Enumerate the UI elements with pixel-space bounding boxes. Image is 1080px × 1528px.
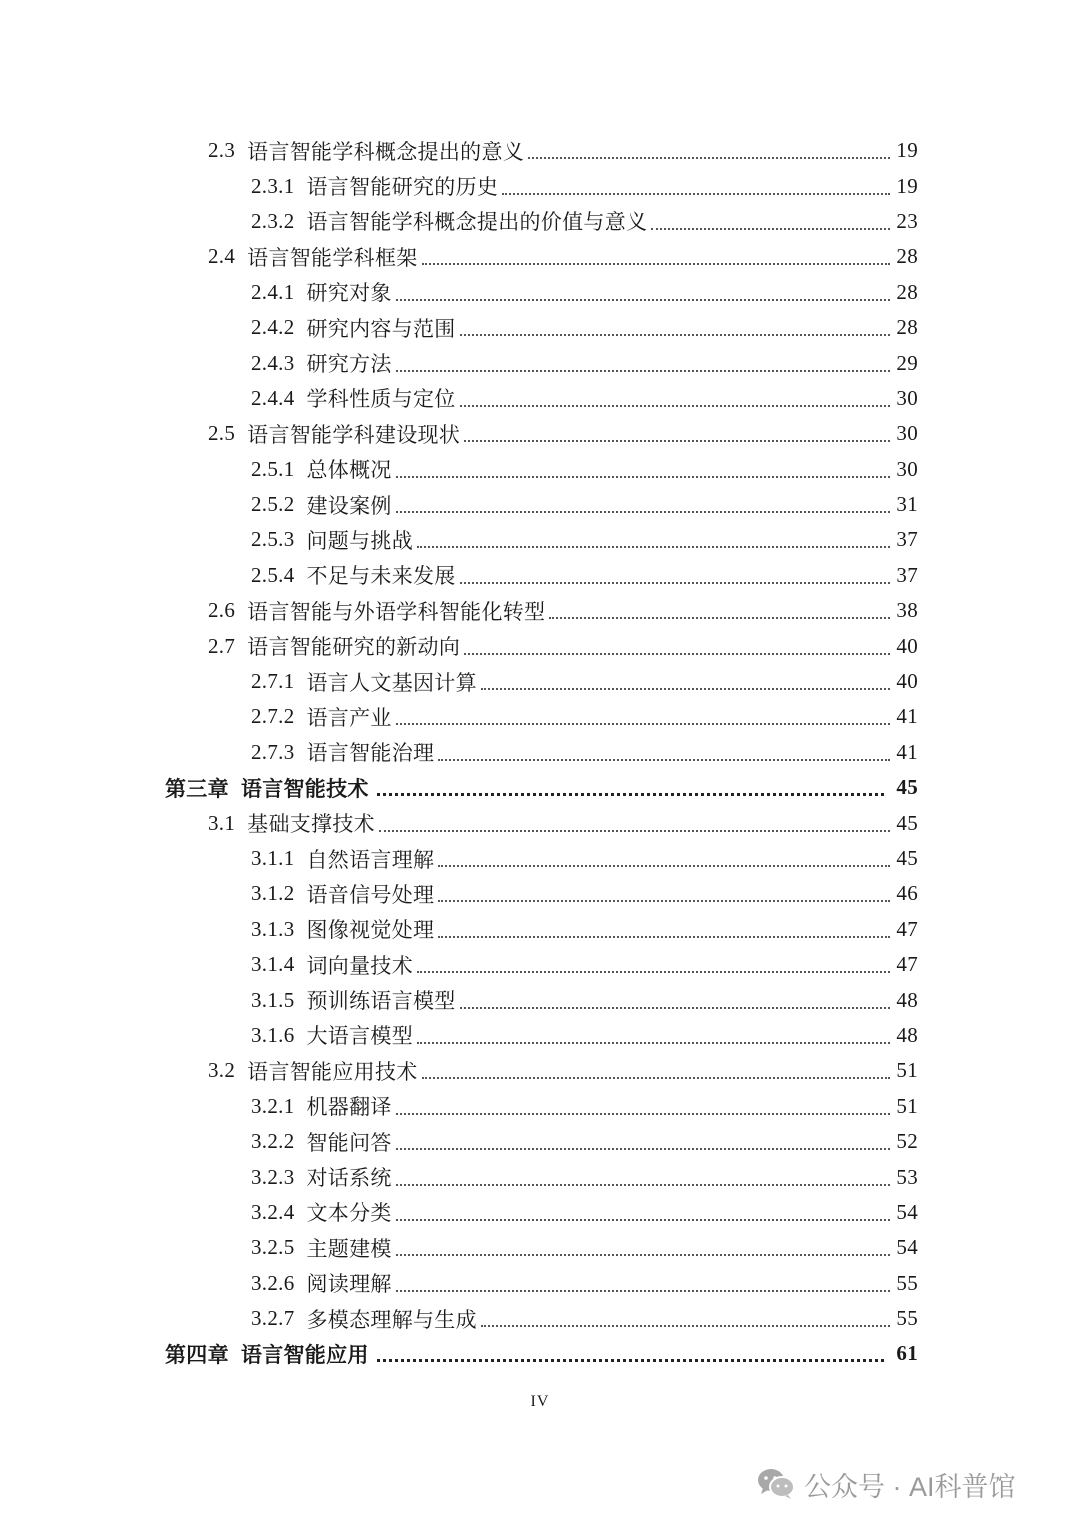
toc-entry-page: 55 bbox=[896, 1306, 918, 1331]
toc-entry-title: 语音信号处理 bbox=[306, 882, 435, 907]
toc-leader-dots bbox=[396, 1253, 890, 1256]
toc-entry[interactable] bbox=[0, 593, 1080, 628]
toc-entry-page: 37 bbox=[896, 527, 918, 552]
toc-entry-number: 2.3 bbox=[208, 138, 236, 163]
toc-entry-page: 53 bbox=[896, 1164, 918, 1189]
toc-entry[interactable] bbox=[0, 1266, 1080, 1301]
toc-entry-title: 研究方法 bbox=[306, 352, 392, 377]
toc-entry-title: 不足与未来发展 bbox=[306, 564, 456, 589]
toc-entry-line bbox=[251, 1124, 918, 1159]
toc-entry[interactable] bbox=[0, 805, 1080, 840]
toc-entry-line bbox=[208, 628, 918, 663]
toc-entry[interactable] bbox=[0, 239, 1080, 274]
toc-entry-title: 对话系统 bbox=[306, 1166, 392, 1191]
toc-entry-title: 语言智能研究的新动向 bbox=[247, 635, 461, 660]
toc-entry-number: 3.2.6 bbox=[251, 1270, 295, 1295]
toc-entry[interactable] bbox=[0, 345, 1080, 380]
table-of-contents bbox=[0, 133, 1080, 1372]
toc-entry[interactable] bbox=[0, 416, 1080, 451]
watermark-text: 公众号 · AI科普馆 bbox=[804, 1471, 1016, 1502]
toc-entry-page: 54 bbox=[896, 1199, 918, 1224]
toc-entry-title: 语言智能技术 bbox=[240, 776, 369, 801]
toc-entry-page: 29 bbox=[896, 350, 918, 375]
toc-entry-number: 3.1 bbox=[208, 810, 236, 835]
toc-entry-line bbox=[251, 558, 918, 593]
toc-entry[interactable] bbox=[0, 487, 1080, 522]
toc-entry-line bbox=[208, 1053, 918, 1088]
toc-entry-line bbox=[251, 1230, 918, 1265]
toc-entry[interactable] bbox=[0, 558, 1080, 593]
toc-entry[interactable] bbox=[0, 982, 1080, 1017]
toc-entry-number: 2.5.3 bbox=[251, 527, 295, 552]
toc-entry-title: 问题与挑战 bbox=[306, 528, 413, 553]
toc-entry-page: 30 bbox=[896, 385, 918, 410]
toc-entry-line bbox=[251, 1195, 918, 1230]
toc-entry-page: 46 bbox=[896, 881, 918, 906]
toc-entry-number: 2.3.2 bbox=[251, 208, 295, 233]
toc-entry-title: 语言智能学科建设现状 bbox=[247, 422, 461, 447]
toc-leader-dots bbox=[417, 545, 890, 548]
toc-leader-dots bbox=[464, 652, 890, 655]
toc-leader-dots bbox=[460, 1006, 890, 1009]
toc-entry-number: 3.2 bbox=[208, 1058, 236, 1083]
toc-entry-number: 3.2.2 bbox=[251, 1129, 295, 1154]
toc-entry[interactable] bbox=[0, 1159, 1080, 1194]
toc-entry-title: 阅读理解 bbox=[306, 1272, 392, 1297]
toc-entry-number: 第三章 bbox=[165, 776, 229, 801]
toc-entry-line bbox=[251, 699, 918, 734]
toc-entry-number: 2.7.2 bbox=[251, 704, 295, 729]
toc-entry[interactable] bbox=[0, 664, 1080, 699]
toc-entry-page: 52 bbox=[896, 1129, 918, 1154]
toc-entry-line bbox=[251, 1089, 918, 1124]
toc-leader-dots bbox=[464, 439, 890, 442]
toc-entry-title: 文本分类 bbox=[306, 1201, 392, 1226]
toc-entry[interactable] bbox=[0, 133, 1080, 168]
toc-leader-dots bbox=[377, 1358, 884, 1362]
toc-entry-line bbox=[251, 487, 918, 522]
toc-leader-dots bbox=[396, 475, 890, 478]
toc-entry-number: 2.4 bbox=[208, 244, 236, 269]
toc-entry-page: 45 bbox=[896, 810, 918, 835]
toc-entry-line bbox=[251, 1266, 918, 1301]
toc-entry-line bbox=[251, 664, 918, 699]
toc-entry-line bbox=[251, 204, 918, 239]
toc-leader-dots bbox=[460, 581, 890, 584]
toc-entry-title: 研究对象 bbox=[306, 281, 392, 306]
toc-entry[interactable] bbox=[0, 381, 1080, 416]
toc-entry-page: 45 bbox=[896, 775, 918, 800]
toc-entry[interactable] bbox=[0, 1053, 1080, 1088]
toc-entry-line bbox=[251, 1018, 918, 1053]
toc-entry[interactable] bbox=[0, 1301, 1080, 1336]
toc-leader-dots bbox=[396, 369, 890, 372]
toc-leader-dots bbox=[396, 1147, 890, 1150]
toc-entry-number: 2.4.3 bbox=[251, 350, 295, 375]
toc-entry-number: 2.5 bbox=[208, 421, 236, 446]
toc-entry[interactable] bbox=[0, 1018, 1080, 1053]
toc-entry-number: 3.2.3 bbox=[251, 1164, 295, 1189]
toc-entry-title: 语言智能应用 bbox=[240, 1342, 369, 1367]
toc-entry-number: 3.2.5 bbox=[251, 1235, 295, 1260]
toc-entry-title: 词向量技术 bbox=[306, 953, 413, 978]
toc-entry-title: 图像视觉处理 bbox=[306, 918, 435, 943]
toc-entry-page: 51 bbox=[896, 1058, 918, 1083]
toc-leader-dots bbox=[422, 262, 890, 265]
toc-entry-line bbox=[251, 735, 918, 770]
toc-leader-dots bbox=[377, 792, 884, 796]
watermark bbox=[756, 1462, 1016, 1506]
toc-entry-number: 3.2.7 bbox=[251, 1306, 295, 1331]
toc-entry-page: 48 bbox=[896, 1022, 918, 1047]
toc-leader-dots bbox=[396, 1218, 890, 1221]
toc-entry[interactable] bbox=[0, 275, 1080, 310]
toc-leader-dots bbox=[481, 1324, 890, 1327]
toc-entry-number: 2.5.1 bbox=[251, 456, 295, 481]
toc-entry-title: 总体概况 bbox=[306, 458, 392, 483]
toc-entry-page: 30 bbox=[896, 456, 918, 481]
toc-leader-dots bbox=[417, 1041, 890, 1044]
toc-entry-page: 23 bbox=[896, 208, 918, 233]
toc-entry[interactable] bbox=[0, 699, 1080, 734]
toc-entry-number: 2.6 bbox=[208, 598, 236, 623]
toc-entry-line bbox=[208, 133, 918, 168]
toc-leader-dots bbox=[438, 935, 890, 938]
toc-leader-dots bbox=[549, 616, 890, 619]
page-number: IV bbox=[530, 1393, 550, 1410]
toc-leader-dots bbox=[438, 758, 890, 761]
toc-entry-number: 3.1.6 bbox=[251, 1022, 295, 1047]
toc-entry[interactable] bbox=[0, 947, 1080, 982]
toc-entry[interactable] bbox=[0, 452, 1080, 487]
toc-leader-dots bbox=[422, 1076, 890, 1079]
toc-entry-line bbox=[165, 1336, 918, 1371]
toc-entry-line bbox=[251, 841, 918, 876]
toc-entry-page: 47 bbox=[896, 952, 918, 977]
toc-entry-title: 语言智能学科概念提出的意义 bbox=[247, 139, 525, 164]
toc-leader-dots bbox=[528, 156, 890, 159]
toc-entry[interactable] bbox=[0, 522, 1080, 557]
toc-entry-page: 19 bbox=[896, 173, 918, 198]
toc-entry[interactable] bbox=[0, 1195, 1080, 1230]
toc-entry-title: 自然语言理解 bbox=[306, 847, 435, 872]
toc-entry-number: 2.3.1 bbox=[251, 173, 295, 198]
toc-entry-page: 38 bbox=[896, 598, 918, 623]
toc-entry-title: 预训练语言模型 bbox=[306, 989, 456, 1014]
toc-leader-dots bbox=[438, 899, 890, 902]
toc-entry[interactable] bbox=[0, 310, 1080, 345]
toc-entry-line bbox=[251, 876, 918, 911]
toc-entry[interactable] bbox=[0, 912, 1080, 947]
toc-leader-dots bbox=[379, 829, 890, 832]
toc-entry[interactable] bbox=[0, 1336, 1080, 1371]
toc-entry-number: 2.4.1 bbox=[251, 279, 295, 304]
toc-entry-title: 语言智能研究的历史 bbox=[306, 175, 499, 200]
toc-entry-number: 3.2.1 bbox=[251, 1093, 295, 1118]
toc-entry-number: 第四章 bbox=[165, 1342, 229, 1367]
toc-entry[interactable] bbox=[0, 1230, 1080, 1265]
toc-entry-page: 55 bbox=[896, 1270, 918, 1295]
toc-entry-number: 2.5.4 bbox=[251, 562, 295, 587]
toc-entry-page: 40 bbox=[896, 669, 918, 694]
toc-leader-dots bbox=[396, 1289, 890, 1292]
toc-entry-page: 28 bbox=[896, 315, 918, 340]
toc-entry-line bbox=[251, 522, 918, 557]
toc-entry-line bbox=[208, 416, 918, 451]
toc-entry-page: 19 bbox=[896, 138, 918, 163]
toc-entry-page: 54 bbox=[896, 1235, 918, 1260]
toc-entry-page: 48 bbox=[896, 987, 918, 1012]
toc-entry-title: 语言智能与外语学科智能化转型 bbox=[247, 599, 546, 624]
toc-entry-number: 3.1.1 bbox=[251, 846, 295, 870]
toc-entry-number: 2.5.2 bbox=[251, 492, 295, 517]
toc-entry-number: 2.4.4 bbox=[251, 385, 295, 410]
toc-entry-title: 语言人文基因计算 bbox=[306, 670, 477, 695]
toc-entry-page: 40 bbox=[896, 633, 918, 658]
toc-leader-dots bbox=[460, 404, 890, 407]
toc-leader-dots bbox=[396, 1112, 890, 1115]
toc-entry-line bbox=[208, 593, 918, 628]
toc-entry-title: 智能问答 bbox=[306, 1130, 392, 1155]
toc-entry-number: 3.2.4 bbox=[251, 1199, 295, 1224]
toc-entry-number: 2.7.1 bbox=[251, 669, 295, 694]
toc-entry-number: 3.1.4 bbox=[251, 952, 295, 977]
toc-leader-dots bbox=[396, 722, 890, 725]
toc-entry-page: 28 bbox=[896, 244, 918, 269]
toc-leader-dots bbox=[417, 970, 890, 973]
toc-entry-title: 建设案例 bbox=[306, 493, 392, 518]
toc-entry-title: 基础支撑技术 bbox=[247, 812, 375, 837]
toc-leader-dots bbox=[396, 298, 890, 301]
toc-entry-page: 31 bbox=[896, 492, 918, 517]
toc-entry[interactable] bbox=[0, 168, 1080, 203]
toc-entry-title: 多模态理解与生成 bbox=[306, 1307, 477, 1332]
toc-entry-line bbox=[251, 947, 918, 982]
toc-entry-number: 3.1.5 bbox=[251, 987, 295, 1012]
toc-entry-number: 3.1.2 bbox=[251, 881, 295, 906]
toc-entry-line bbox=[208, 239, 918, 274]
toc-leader-dots bbox=[502, 192, 890, 195]
toc-entry-number: 2.7.3 bbox=[251, 739, 295, 764]
toc-entry-title: 语言智能学科概念提出的价值与意义 bbox=[306, 210, 648, 235]
wechat-icon bbox=[756, 1467, 796, 1501]
toc-entry-page: 28 bbox=[896, 279, 918, 304]
toc-entry[interactable] bbox=[0, 1089, 1080, 1124]
toc-entry-page: 45 bbox=[896, 846, 918, 870]
toc-entry-line bbox=[251, 381, 918, 416]
toc-leader-dots bbox=[481, 687, 890, 690]
toc-entry-page: 30 bbox=[896, 421, 918, 446]
toc-entry-line bbox=[251, 275, 918, 310]
toc-entry[interactable] bbox=[0, 1124, 1080, 1159]
toc-entry-number: 2.4.2 bbox=[251, 315, 295, 340]
toc-entry-title: 研究内容与范围 bbox=[306, 316, 456, 341]
toc-entry-page: 47 bbox=[896, 916, 918, 941]
toc-entry-number: 3.1.3 bbox=[251, 916, 295, 941]
toc-entry-line bbox=[165, 770, 918, 805]
toc-entry-line bbox=[251, 1159, 918, 1194]
toc-entry-line bbox=[251, 168, 918, 203]
toc-entry-line bbox=[208, 805, 918, 840]
toc-entry-line bbox=[251, 345, 918, 380]
toc-entry-line bbox=[251, 1301, 918, 1336]
toc-leader-dots bbox=[651, 227, 890, 230]
toc-entry-line bbox=[251, 982, 918, 1017]
toc-entry[interactable] bbox=[0, 841, 1080, 876]
toc-entry-title: 大语言模型 bbox=[306, 1024, 413, 1049]
toc-entry-line bbox=[251, 912, 918, 947]
toc-entry-title: 语言智能学科框架 bbox=[247, 245, 418, 270]
toc-entry-page: 37 bbox=[896, 562, 918, 587]
toc-entry-title: 机器翻译 bbox=[306, 1095, 392, 1120]
toc-entry-title: 语言产业 bbox=[306, 705, 392, 730]
toc-entry-title: 语言智能应用技术 bbox=[247, 1059, 418, 1084]
toc-entry-page: 41 bbox=[896, 739, 918, 764]
toc-entry[interactable] bbox=[0, 735, 1080, 770]
toc-entry-number: 2.7 bbox=[208, 633, 236, 658]
toc-entry[interactable] bbox=[0, 876, 1080, 911]
toc-entry-page: 51 bbox=[896, 1093, 918, 1118]
toc-leader-dots bbox=[460, 333, 890, 336]
toc-leader-dots bbox=[396, 510, 890, 513]
toc-entry[interactable] bbox=[0, 204, 1080, 239]
toc-entry-title: 学科性质与定位 bbox=[306, 387, 456, 412]
toc-entry[interactable] bbox=[0, 628, 1080, 663]
toc-entry-line bbox=[251, 310, 918, 345]
toc-entry-title: 语言智能治理 bbox=[306, 741, 435, 766]
toc-entry-page: 61 bbox=[896, 1341, 918, 1366]
toc-entry-line bbox=[251, 452, 918, 487]
toc-leader-dots bbox=[438, 864, 890, 867]
toc-entry-page: 41 bbox=[896, 704, 918, 729]
toc-entry-title: 主题建模 bbox=[306, 1236, 392, 1261]
toc-leader-dots bbox=[396, 1183, 890, 1186]
toc-entry[interactable] bbox=[0, 770, 1080, 805]
